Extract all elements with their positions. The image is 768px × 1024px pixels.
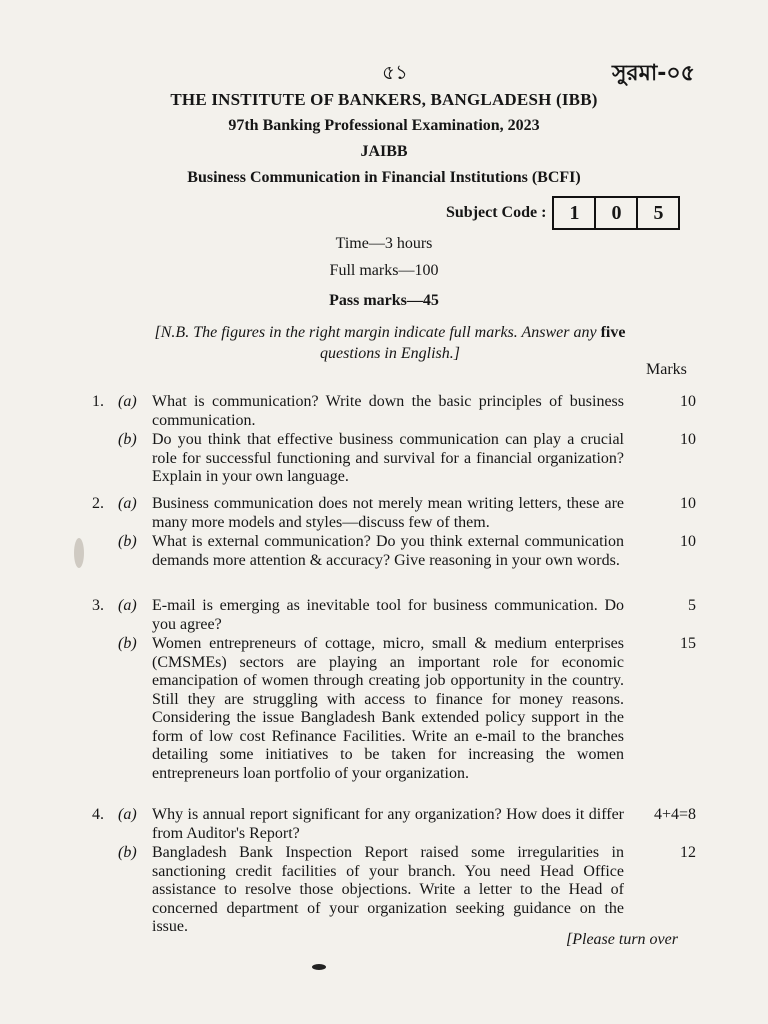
subject-code bbox=[446, 196, 680, 230]
question-number: 2. bbox=[92, 495, 104, 512]
question-number: 3. bbox=[92, 597, 104, 614]
turn-over-note: [Please turn over bbox=[566, 931, 678, 948]
subject-code-boxes bbox=[552, 196, 680, 230]
ink-mark bbox=[312, 964, 326, 970]
part-label: (a) bbox=[118, 806, 137, 823]
question-marks: 4+4=8 bbox=[653, 806, 696, 823]
part-label: (a) bbox=[118, 597, 137, 614]
note-text-start: [N.B. The figures in the right margin indicate full marks. Answer any bbox=[154, 324, 597, 341]
part-label: (b) bbox=[118, 533, 137, 550]
question-text: Do you think that effective business communication can play a crucial role for successful functioning and survival for a financial organization? Explain in your own language. bbox=[152, 431, 624, 485]
exam-level: JAIBB bbox=[360, 143, 408, 160]
question-text: What is communication? Write down the basic principles of business communication. bbox=[152, 393, 624, 429]
subject-code-label: Subject Code : bbox=[446, 204, 547, 221]
question-text: Women entrepreneurs of cottage, micro, small & medium enterprises (CMSMEs) sectors are playing an important role for economic emancipation of women through creating job opportunity in the country. Still they are struggling with access to finance for money reasons. Considering the issue Bangladesh Bank extended policy support in the form of low cost Refinance Facilities. Write an e-mail to the branches detailing some initiatives to be taken for increasing the women entrepreneurs loan portfolio of your organization. bbox=[152, 635, 624, 782]
pass-marks: Pass marks—45 bbox=[329, 292, 439, 309]
question-marks: 12 bbox=[680, 844, 696, 861]
full-marks: Full marks—100 bbox=[329, 262, 439, 279]
subject-code-digit: 5 bbox=[653, 202, 664, 224]
part-label: (a) bbox=[118, 495, 137, 512]
note-text-end: questions in English.] bbox=[319, 345, 460, 362]
page-number: ৫১ bbox=[382, 60, 408, 84]
question-marks: 10 bbox=[680, 393, 696, 410]
part-label: (b) bbox=[118, 431, 137, 448]
question-text: What is external communication? Do you think external communication demands more attention & accuracy? Give reasoning in your own words. bbox=[152, 533, 624, 569]
part-label: (b) bbox=[118, 844, 137, 861]
marks-heading: Marks bbox=[646, 361, 687, 378]
exam-title: 97th Banking Professional Examination, 2023 bbox=[228, 117, 540, 134]
paper-smudge bbox=[74, 538, 84, 568]
exam-time: Time—3 hours bbox=[335, 235, 433, 252]
question-marks: 10 bbox=[680, 533, 696, 550]
question-text: E-mail is emerging as inevitable tool for business communication. Do you agree? bbox=[152, 597, 624, 633]
question-number: 4. bbox=[92, 806, 104, 823]
question-text: Business communication does not merely mean writing letters, these are many more models and styles—discuss few of them. bbox=[152, 495, 624, 531]
question-text: Bangladesh Bank Inspection Report raised some irregularities in sanctioning credit facilities of your branch. You need Head Office assistance to resolve those objections. Write a letter to the Head of concerned department of your organization seeking guidance on the issue. bbox=[152, 844, 624, 935]
subject-code-digit: 1 bbox=[554, 198, 596, 228]
subject-title: Business Communication in Financial Institutions (BCFI) bbox=[187, 169, 581, 186]
question-number: 1. bbox=[92, 393, 104, 410]
part-label: (b) bbox=[118, 635, 137, 652]
instructions-note bbox=[90, 322, 690, 364]
set-code: সুরমা-০৫ bbox=[612, 61, 695, 86]
part-label: (a) bbox=[118, 393, 137, 410]
note-emphasis: five bbox=[600, 324, 626, 341]
question-marks: 15 bbox=[680, 635, 696, 652]
question-text: Why is annual report significant for any organization? How does it differ from Auditor's Report? bbox=[152, 806, 624, 842]
institute-title: THE INSTITUTE OF BANKERS, BANGLADESH (IBB) bbox=[170, 90, 598, 109]
question-marks: 10 bbox=[680, 495, 696, 512]
top-line bbox=[0, 58, 768, 88]
subject-code-digit: 0 bbox=[596, 198, 638, 228]
question-marks: 5 bbox=[688, 597, 696, 614]
question-marks: 10 bbox=[680, 431, 696, 448]
